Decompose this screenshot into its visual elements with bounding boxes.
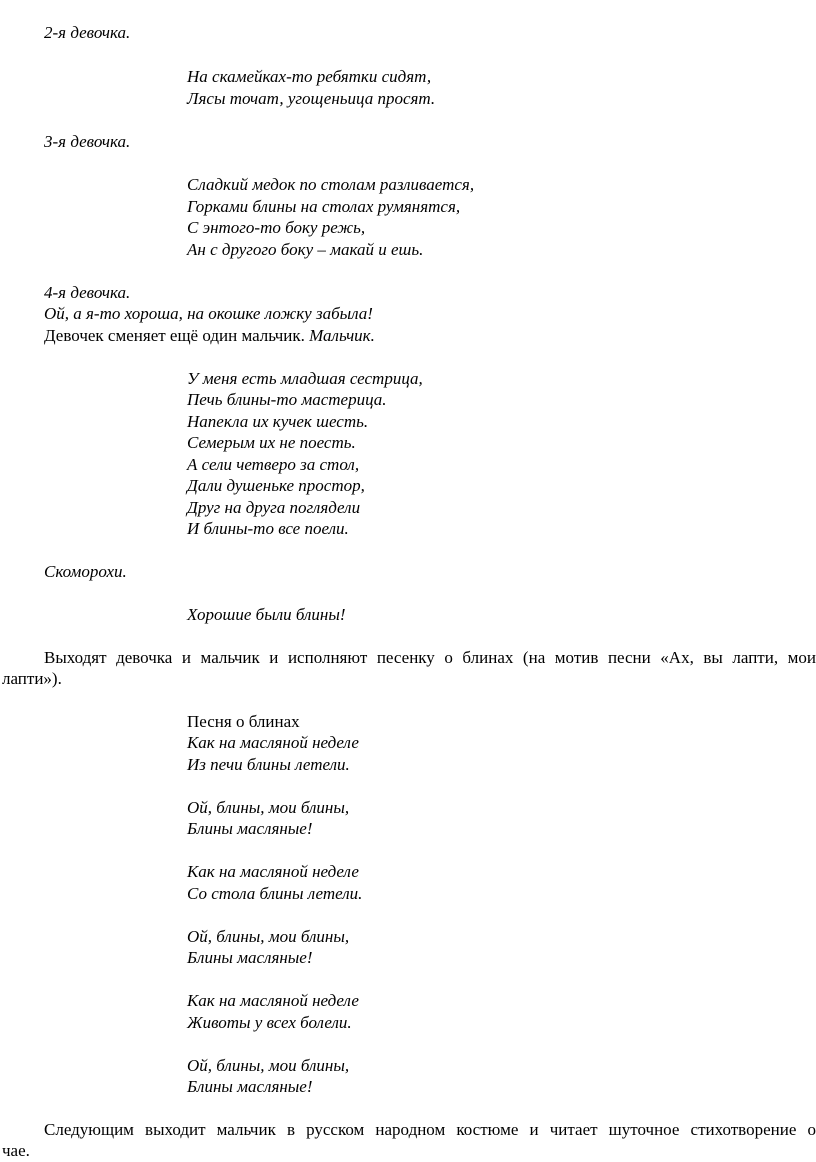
song-line: Ой, блины, мои блины, [187,798,350,817]
song-line: Из печи блины летели. [187,755,350,774]
song-line: Ой, блины, мои блины, [187,927,350,946]
narration-line [44,325,375,347]
verse-line: Печь блины-то мастерица. [187,390,387,409]
speaker-label: Скоморохи. [44,562,127,581]
song-line: Блины масляные! [187,819,313,838]
speaker-label: 3-я девочка. [44,132,131,151]
verse-line: Напекла их кучек шесть. [187,412,369,431]
song-title: Песня о блинах [187,712,300,731]
song-line: Блины масляные! [187,1077,313,1096]
verse-line: Сладкий медок по столам разливается, [187,175,475,194]
verse-line: Лясы точат, угощеньица просят. [187,89,436,108]
song-line: Животы у всех болели. [187,1013,352,1032]
verse-line: Дали душеньке простор, [187,476,365,495]
narration-line: Выходят девочка и мальчик и исполняют песенку о блинах (на мотив песни «Ах, вы лапти, мои [44,648,816,667]
verse-line: Семерым их не поесть. [187,433,356,452]
narration-line: лапти»). [2,669,62,688]
narration-text: Девочек сменяет ещё один мальчик. [44,326,305,345]
verse-line: На скамейках-то ребятки сидят, [187,67,432,86]
verse-line: Ан с другого боку – макай и ешь. [187,240,424,259]
song-line: Со стола блины летели. [187,884,363,903]
song-line: Блины масляные! [187,948,313,967]
verse-line: И блины-то все поели. [187,519,349,538]
song-line: Как на масляной неделе [187,991,359,1010]
spoken-line: Хорошие были блины! [187,605,346,624]
verse-line: У меня есть младшая сестрица, [187,369,423,388]
song-line: Как на масляной неделе [187,733,359,752]
verse-line: С энтого-то боку режь, [187,218,366,237]
song-line: Как на масляной неделе [187,862,359,881]
verse-line: Горками блины на столах румянятся, [187,197,461,216]
verse-line: А сели четверо за стол, [187,455,360,474]
spoken-line: Ой, а я-то хороша, на окошке ложку забыла! [44,304,373,323]
verse-line: Друг на друга поглядели [187,498,361,517]
narration-line: Следующим выходит мальчик в русском народном костюме и читает шуточное стихотворение о [44,1120,816,1139]
speaker-label: 2-я девочка. [44,23,131,42]
narration-line: чае. [2,1141,30,1160]
speaker-label: 4-я девочка. [44,283,131,302]
song-line: Ой, блины, мои блины, [187,1056,350,1075]
speaker-label: Мальчик. [309,326,375,345]
